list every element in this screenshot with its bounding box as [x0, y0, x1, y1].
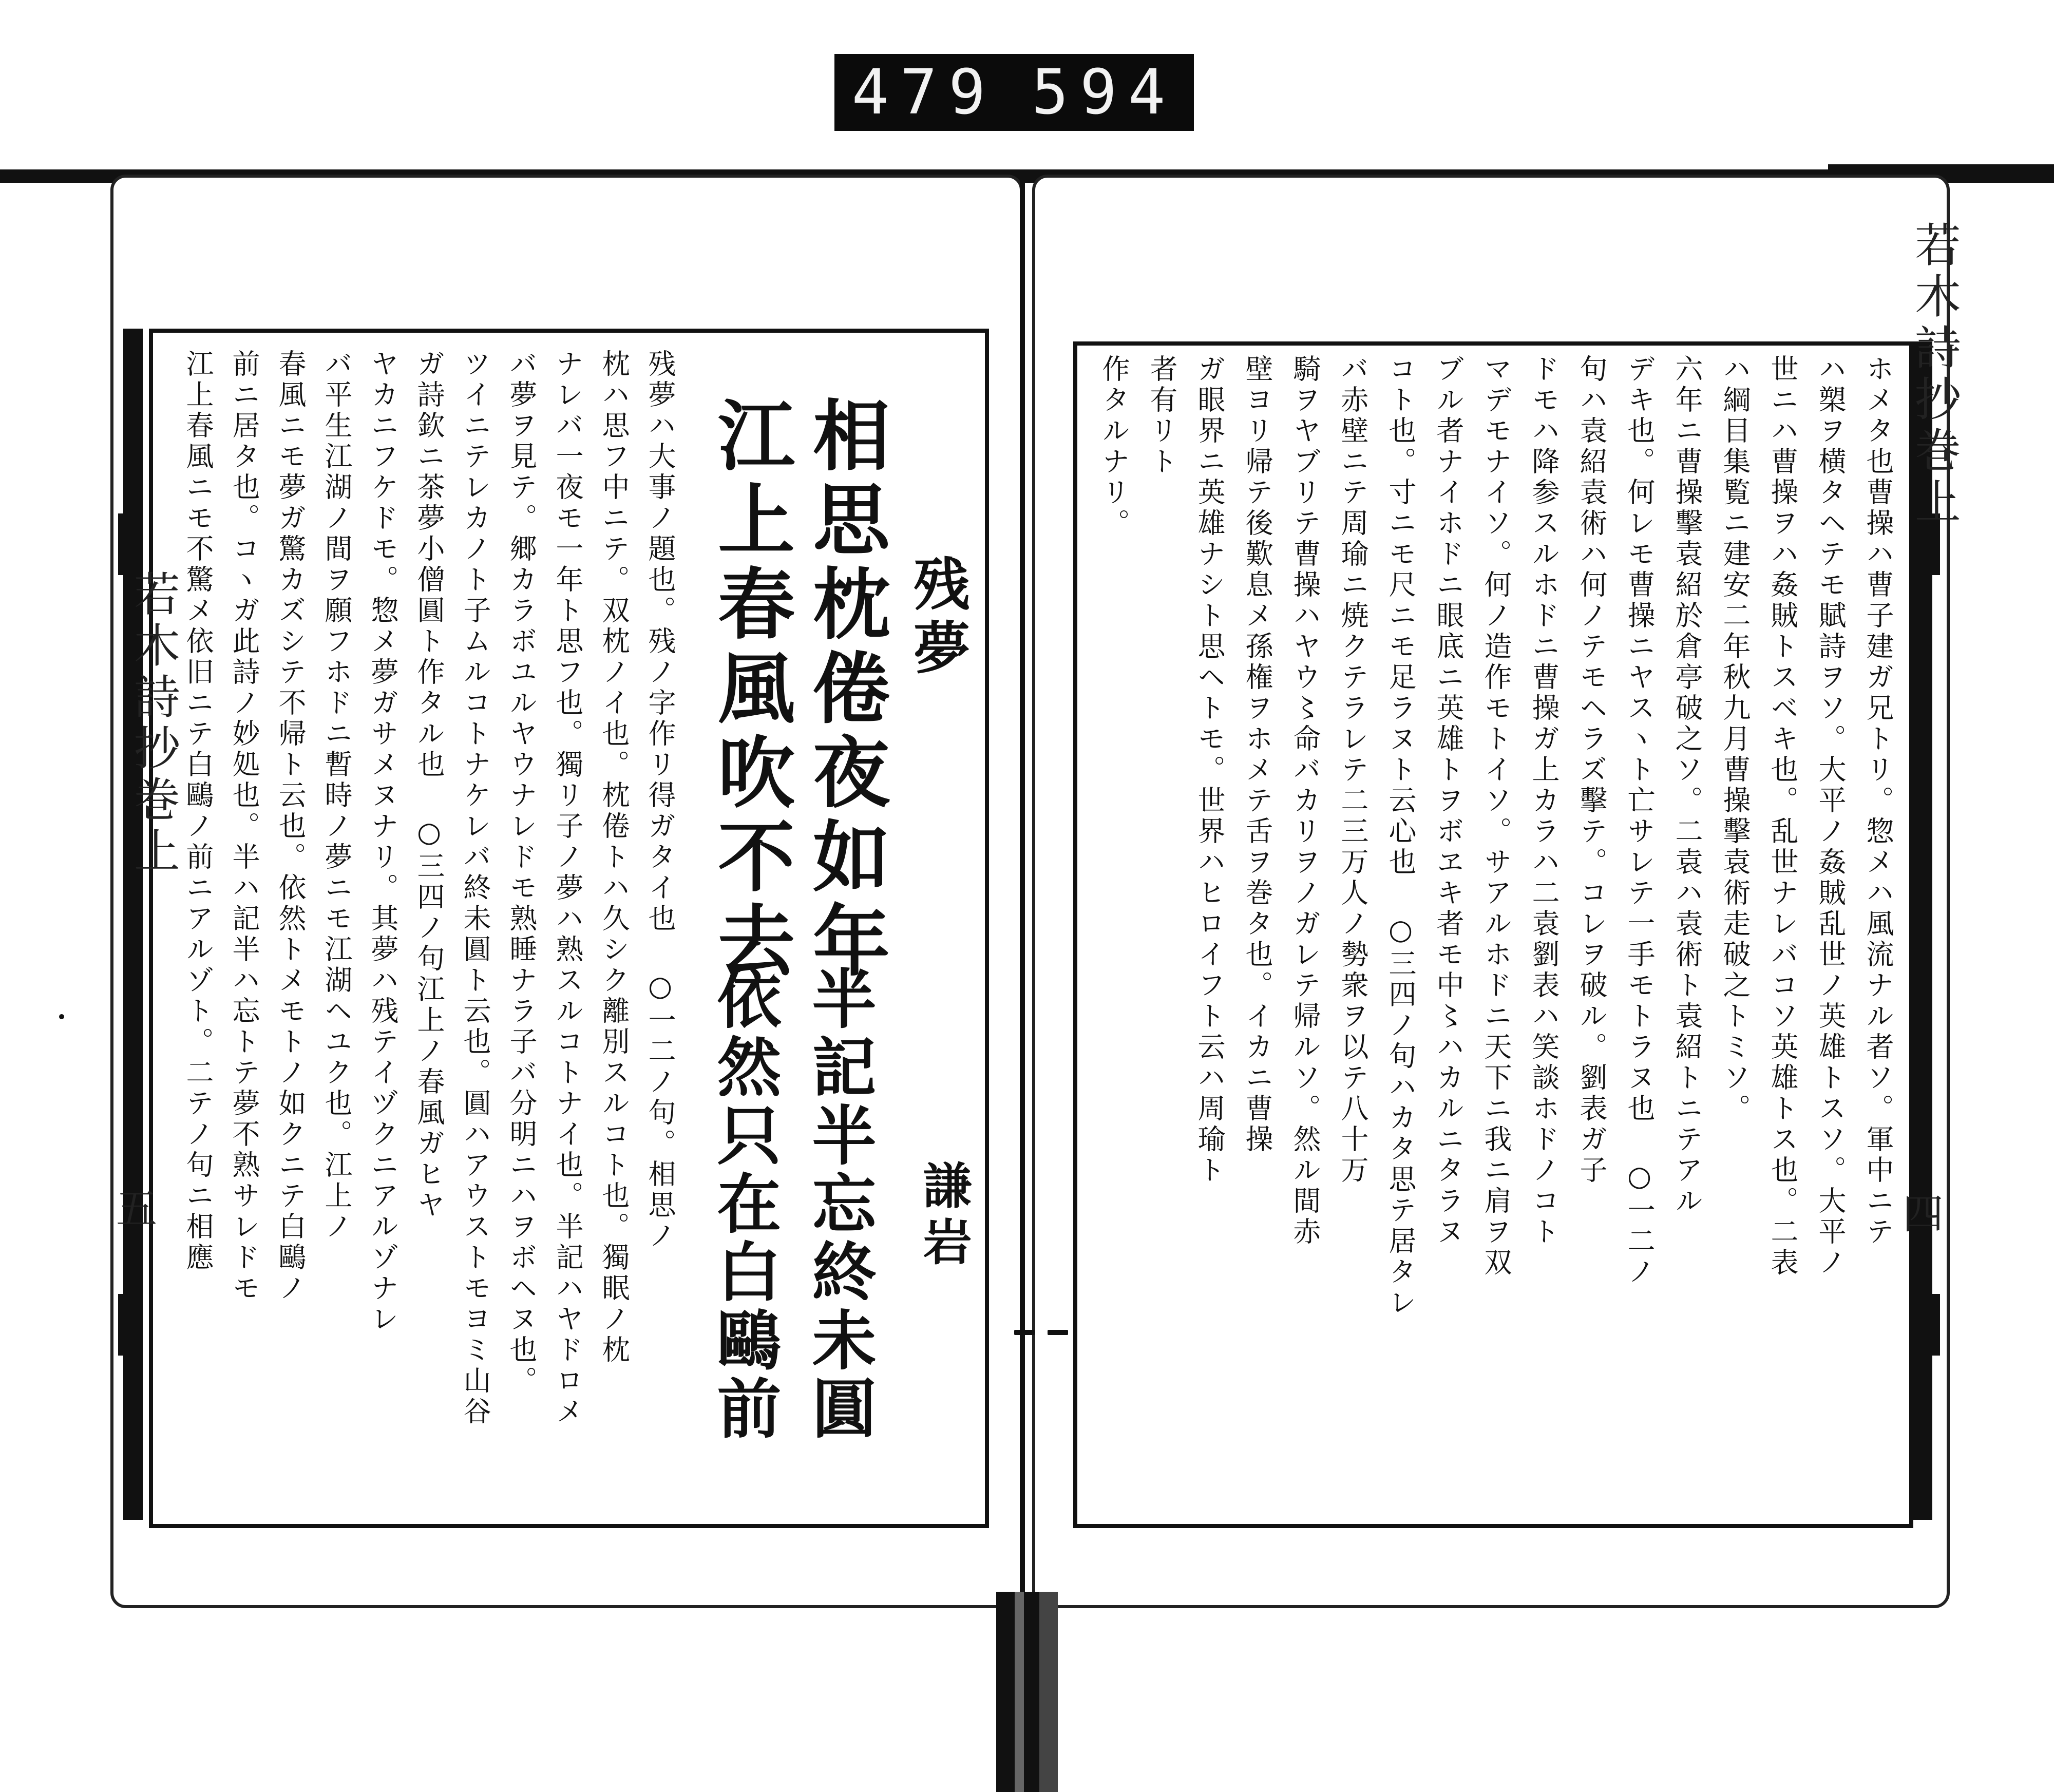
right-text-col-6: デキ也。何レモ曹操ニヤスヽト亡サレテ一手モトラヌ也 ○一二ノ — [1623, 354, 1656, 1288]
left-page-number: 五 — [116, 1185, 157, 1233]
catalog-number-right: 594 — [1031, 56, 1177, 128]
right-text-col-4: ハ綱目集覧ニ建安二年秋九月曹操擊袁術走破之トミソ。 — [1719, 354, 1751, 1124]
left-text-col-2: 枕ハ思フ中ニテ。双枕ノイ也。枕倦トハ久シク離別スルコト也。獨眠ノ枕 — [598, 349, 630, 1366]
left-margin-tab-bottom — [118, 1294, 143, 1356]
left-text-col-7: ヤカニフケドモ。惣メ夢ガサメヌナリ。其夢ハ残テイヅクニアルゾナレ — [367, 349, 399, 1335]
poem-line-3: 半記半忘終未圓 — [801, 965, 876, 1443]
right-text-col-3: 世ニハ曹操ヲハ姦賊トスベキ也。乱世ナレバコソ英雄トス也。二表 — [1766, 354, 1799, 1279]
right-text-col-1: ホメタ也曹操ハ曹子建ガ兄トリ。惣メハ風流ナル者ソ。軍中ニテ — [1862, 354, 1894, 1248]
right-text-col-5: 六年ニ曹操擊袁紹於倉亭破之ソ。二袁ハ袁術ト袁紹トニテアル — [1671, 354, 1703, 1217]
scan-mark — [1014, 1330, 1035, 1335]
left-text-col-4: バ夢ヲ見テ。郷カラボユルヤウナレドモ熟睡ナラ子バ分明ニハヲボヘヌ也。 — [505, 349, 538, 1397]
poem-author: 謙岩 — [915, 1160, 972, 1272]
poem-line-1: 相思枕倦夜如年 — [800, 395, 890, 985]
right-text-col-10: ブル者ナイホドニ眼底ニ英雄トヲボヱキ者モ中〻ハカルニタラヌ — [1432, 354, 1465, 1248]
right-text-col-16: 者有リト — [1146, 354, 1178, 478]
right-text-col-9: マデモナイソ。何ノ造作モトイソ。サアルホドニ天下ニ我ニ肩ヲ双 — [1480, 354, 1512, 1279]
left-text-col-6: ガ詩欽ニ茶夢小僧圓ト作タル也 ○三四ノ句江上ノ春風ガヒヤ — [413, 349, 445, 1221]
left-margin-title: 若木詩抄巻上 — [126, 570, 180, 878]
right-text-col-13: 騎ヲヤブリテ曹操ハヤウ〻命バカリヲノガレテ帰ルソ。然ル間赤 — [1289, 354, 1321, 1248]
right-text-col-11: コト也。寸ニモ尺ニモ足ラヌト云心也 ○三四ノ句ハカタ思テ居タレ — [1384, 354, 1417, 1319]
poem-line-4: 依然只在白鷗前 — [706, 965, 781, 1443]
left-text-col-11: 江上春風ニモ不驚メ依旧ニテ白鷗ノ前ニアルゾト。二テノ句ニ相應 — [182, 349, 214, 1273]
right-text-col-17: 作タルナリ。 — [1098, 354, 1130, 539]
right-text-col-8: ドモハ降参スルホドニ曹操ガ上カラハ二袁劉表ハ笑談ホドノコト — [1528, 354, 1560, 1248]
center-spine — [1020, 169, 1025, 1607]
right-text-col-14: 壁ヨリ帰テ後歎息メ孫権ヲホメテ舌ヲ巻タ也。イカニ曹操 — [1241, 354, 1273, 1155]
left-text-col-3: ナレバ一夜モ一年ト思フ也。獨リ子ノ夢ハ熟スルコトナイ也。半記ハヤドロメ — [551, 349, 584, 1427]
left-text-col-9: 春風ニモ夢ガ驚カズシテ不帰ト云也。依然トメモトノ如クニテ白鷗ノ — [274, 349, 307, 1304]
catalog-label — [834, 54, 1194, 131]
left-text-col-10: 前ニ居タ也。コヽガ此詩ノ妙処也。半ハ記半ハ忘トテ夢不熟サレドモ — [228, 349, 260, 1304]
left-text-col-5: ツイニテレカノト子ムルコトナケレバ終未圓ト云也。圓ハアウストモヨミ山谷 — [459, 349, 491, 1427]
left-margin-tab-top — [118, 513, 143, 575]
left-text-col-1: 残夢ハ大事ノ題也。残ノ字作リ得ガタイ也 ○一二ノ句。相思ノ — [644, 349, 676, 1252]
catalog-number-left: 479 — [851, 56, 997, 128]
poem-title: 残夢 — [904, 555, 971, 682]
right-text-col-7: 句ハ袁紹袁術ハ何ノテモヘラズ擊テ。コレヲ破ル。劉表ガ子 — [1575, 354, 1608, 1186]
right-text-col-15: ガ眼界ニ英雄ナシト思ヘトモ。世界ハヒロイフト云ハ周瑜ト — [1193, 354, 1226, 1186]
right-margin-title: 若木詩抄巻上 — [1907, 221, 1961, 529]
right-text-col-12: バ赤壁ニテ周瑜ニ焼クテラレテ二三万人ノ勢衆ヲ以テ八十万 — [1337, 354, 1369, 1186]
spine-base — [996, 1592, 1058, 1792]
poem-line-2: 江上春風吹不去 — [705, 395, 795, 985]
right-margin-tab-bottom — [1915, 1294, 1940, 1356]
scan-mark — [59, 1014, 64, 1019]
right-text-col-2: ハ槊ヲ横タヘテモ賦詩ヲソ。大平ノ姦賊乱世ノ英雄トスソ。大平ノ — [1814, 354, 1847, 1279]
scan-mark — [1048, 1330, 1068, 1335]
right-page-number: 四 — [1903, 1190, 1944, 1238]
left-text-col-8: バ平生江湖ノ間ヲ願フホドニ暫時ノ夢ニモ江湖ヘユク也。江上ノ — [320, 349, 353, 1243]
